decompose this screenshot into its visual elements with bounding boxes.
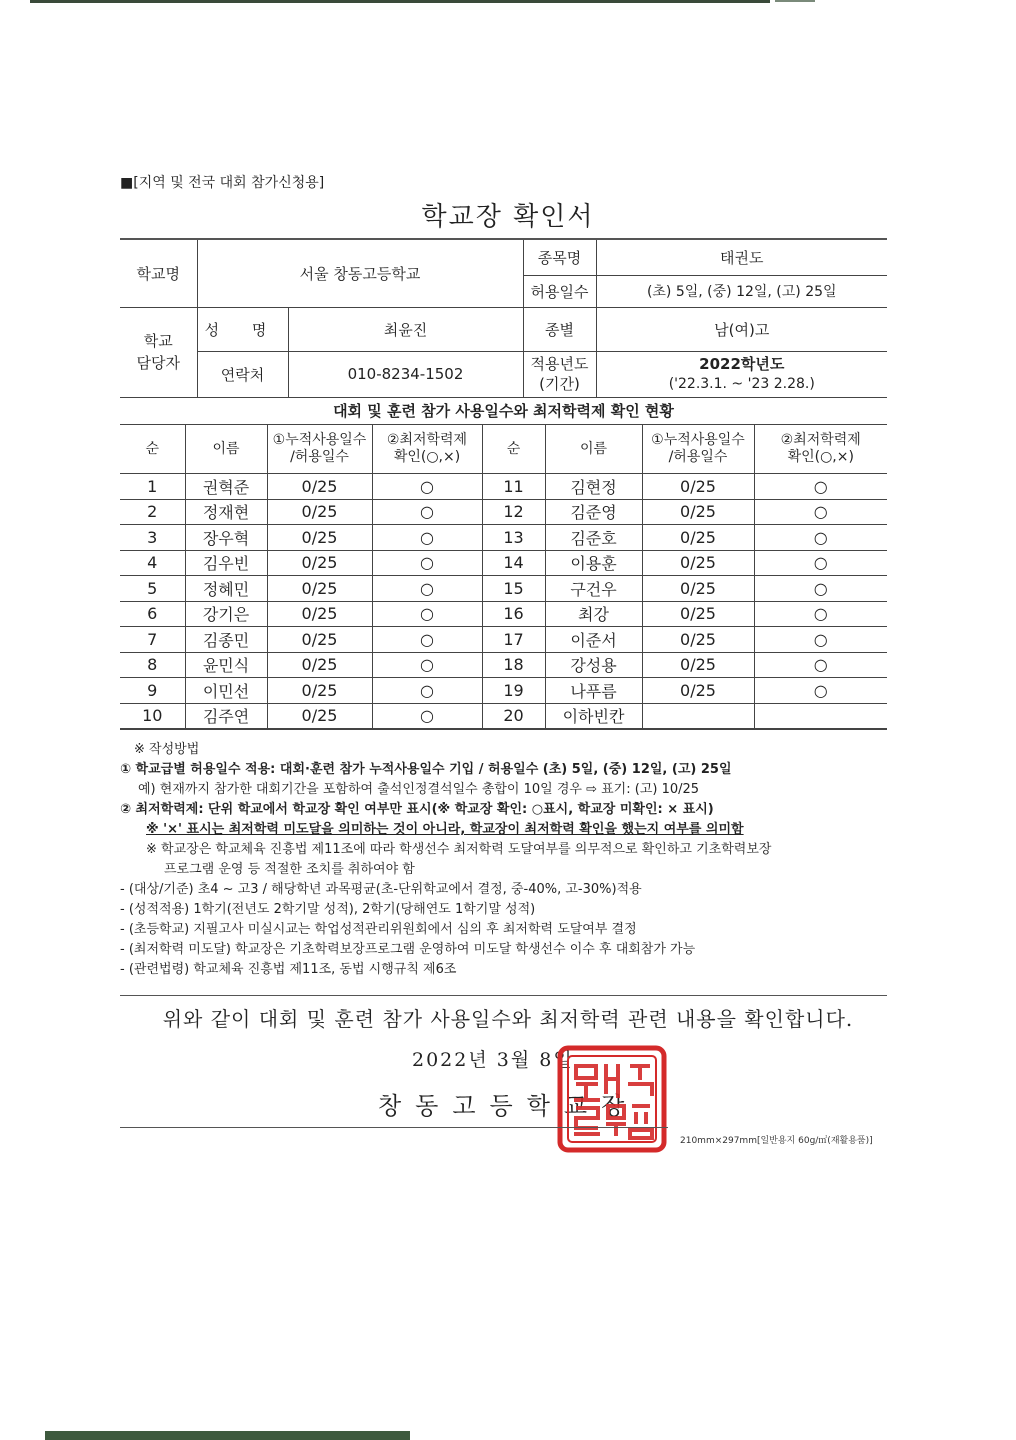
status-header-row	[120, 425, 887, 474]
student-name: 김종민	[185, 627, 267, 653]
academic-check: ○	[372, 601, 482, 627]
note-grade-apply: - (성적적용) 1학기(전년도 2학기말 성적), 2학기(당해연도 1학기말 성적)	[120, 902, 536, 917]
status-row	[120, 678, 887, 704]
used-days: 0/25	[267, 550, 372, 576]
row-number: 18	[482, 652, 545, 678]
academic-check: ○	[754, 627, 887, 653]
notes-heading: ※ 작성방법	[134, 742, 200, 757]
divider-bottom	[120, 1127, 668, 1128]
row-number: 14	[482, 550, 545, 576]
year-label: 적용년도 (기간)	[523, 351, 596, 397]
status-row	[120, 652, 887, 678]
scan-edge-bottom	[45, 1431, 410, 1440]
gender-value: 남(여)고	[596, 307, 887, 351]
used-days: 0/25	[267, 474, 372, 500]
academic-check: ○	[754, 474, 887, 500]
note-below-standard: - (최저학력 미도달) 학교장은 기초학력보장프로그램 운영하여 미도달 학생선수 이수 후 대회참가 가능	[120, 942, 696, 957]
student-name: 김현정	[545, 474, 642, 500]
document-title: 학교장 확인서	[421, 202, 595, 232]
used-days: 0/25	[642, 499, 754, 525]
scan-edge-top-mark	[775, 0, 815, 2]
scan-edge-top	[30, 0, 770, 3]
contact-value: 010-8234-1502	[288, 351, 523, 397]
student-name: 이용훈	[545, 550, 642, 576]
student-name: 김우빈	[185, 550, 267, 576]
row-number: 12	[482, 499, 545, 525]
academic-check: ○	[372, 576, 482, 602]
used-days: 0/25	[642, 678, 754, 704]
row-number: 19	[482, 678, 545, 704]
academic-check: ○	[754, 678, 887, 704]
note-min-academic: ② 최저학력제: 단위 학교에서 학교장 확인 여부만 표시(※ 학교장 확인: ○표시, 학교장 미확인: × 표시)	[120, 802, 714, 817]
note-law: - (관련법령) 학교체육 진흥법 제11조, 동법 시행규칙 제6조	[120, 962, 457, 977]
year-period: ('22.3.1. ~ '23 2.28.)	[668, 376, 815, 392]
academic-check: ○	[372, 550, 482, 576]
student-name: 이준서	[545, 627, 642, 653]
contact-label: 연락처	[197, 351, 288, 397]
used-days: 0/25	[267, 576, 372, 602]
status-col-header: ②최저학력제 확인(○,×)	[754, 425, 887, 474]
row-number: 4	[120, 550, 185, 576]
row-number: 15	[482, 576, 545, 602]
note-allow-example: 예) 현재까지 참가한 대회기간을 포함하여 출석인정결석일수 총합이 10일 경우 ⇨ 표기: (고) 10/25	[138, 782, 700, 797]
row-number: 1	[120, 474, 185, 500]
note-elementary: - (초등학교) 지필고사 미실시교는 학업성적관리위원회에서 심의 후 최저학력 도달여부 결정	[120, 922, 637, 937]
year-text: 2022학년도	[699, 355, 785, 373]
used-days: 0/25	[642, 474, 754, 500]
row-number: 7	[120, 627, 185, 653]
row-number: 6	[120, 601, 185, 627]
status-row	[120, 474, 887, 500]
row-number: 3	[120, 525, 185, 551]
student-name: 정재현	[185, 499, 267, 525]
status-row	[120, 499, 887, 525]
status-col-header: ①누적사용일수 /허용일수	[267, 425, 372, 474]
school-seal	[556, 1044, 668, 1154]
allow-value: (초) 5일, (중) 12일, (고) 25일	[596, 275, 887, 307]
status-row	[120, 703, 887, 729]
used-days: 0/25	[267, 601, 372, 627]
name-label: 성 명	[197, 307, 288, 351]
student-name: 강성용	[545, 652, 642, 678]
sport-value: 태권도	[596, 239, 887, 275]
used-days: 0/25	[642, 550, 754, 576]
year-value	[596, 351, 887, 397]
row-number: 11	[482, 474, 545, 500]
status-row	[120, 627, 887, 653]
used-days: 0/25	[267, 499, 372, 525]
paper-spec: 210mm×297mm[일반용지 60g/㎡(재활용품)]	[680, 1136, 873, 1146]
row-number: 5	[120, 576, 185, 602]
academic-check: ○	[372, 678, 482, 704]
status-row	[120, 525, 887, 551]
instructions	[120, 740, 900, 980]
row-number: 13	[482, 525, 545, 551]
used-days: 0/25	[642, 525, 754, 551]
confirm-date: 2022년 3월 8일	[412, 1049, 574, 1071]
status-body	[120, 474, 887, 730]
used-days	[642, 703, 754, 729]
manager-label: 학교 담당자	[120, 307, 197, 397]
status-col-header: ②최저학력제 확인(○,×)	[372, 425, 482, 474]
row-number: 17	[482, 627, 545, 653]
used-days: 0/25	[267, 627, 372, 653]
row-number: 10	[120, 703, 185, 729]
status-col-header: 이름	[185, 425, 267, 474]
school-info-table	[120, 238, 887, 398]
school-name: 서울 창동고등학교	[197, 239, 523, 307]
academic-check: ○	[754, 525, 887, 551]
row-number: 9	[120, 678, 185, 704]
academic-check: ○	[372, 474, 482, 500]
student-name: 장우혁	[185, 525, 267, 551]
note-target: - (대상/기준) 초4 ~ 고3 / 해당학년 과목평균(초-단위학교에서 결정, 중-40%, 고-30%)적용	[120, 882, 642, 897]
status-col-header: 순	[120, 425, 185, 474]
divider-top	[120, 995, 887, 996]
used-days: 0/25	[267, 652, 372, 678]
academic-check: ○	[754, 652, 887, 678]
student-name: 구건우	[545, 576, 642, 602]
used-days: 0/25	[642, 652, 754, 678]
note-allow-days: ① 학교급별 허용일수 적용: 대회·훈련 참가 누적사용일수 기입 / 허용일수 (초) 5일, (중) 12일, (고) 25일	[120, 762, 732, 777]
status-row	[120, 601, 887, 627]
note-principal-1: ※ 학교장은 학교체육 진흥법 제11조에 따라 학생선수 최저학력 도달여부를 의무적으로 확인하고 기초학력보장	[146, 842, 772, 857]
student-name: 이하빈칸	[545, 703, 642, 729]
student-name: 권혁준	[185, 474, 267, 500]
academic-check: ○	[372, 627, 482, 653]
used-days: 0/25	[267, 678, 372, 704]
student-name: 이민선	[185, 678, 267, 704]
used-days: 0/25	[267, 703, 372, 729]
status-col-header: 순	[482, 425, 545, 474]
academic-check: ○	[372, 703, 482, 729]
status-row	[120, 550, 887, 576]
status-row	[120, 576, 887, 602]
name-value: 최윤진	[288, 307, 523, 351]
student-name: 정혜민	[185, 576, 267, 602]
academic-check: ○	[754, 576, 887, 602]
row-number: 16	[482, 601, 545, 627]
student-name: 김준영	[545, 499, 642, 525]
academic-check: ○	[372, 652, 482, 678]
student-name: 김준호	[545, 525, 642, 551]
used-days: 0/25	[642, 601, 754, 627]
row-number: 20	[482, 703, 545, 729]
status-col-header: ①누적사용일수 /허용일수	[642, 425, 754, 474]
row-number: 8	[120, 652, 185, 678]
academic-check: ○	[754, 550, 887, 576]
student-name: 나푸름	[545, 678, 642, 704]
row-number: 2	[120, 499, 185, 525]
academic-check: ○	[754, 499, 887, 525]
student-name: 김주연	[185, 703, 267, 729]
academic-check	[754, 703, 887, 729]
student-name: 강기은	[185, 601, 267, 627]
used-days: 0/25	[642, 627, 754, 653]
principal-name: 창동고등학교장	[378, 1092, 639, 1120]
section-tag: ■[지역 및 전국 대회 참가신청용]	[120, 175, 325, 191]
student-name: 윤민식	[185, 652, 267, 678]
used-days: 0/25	[267, 525, 372, 551]
status-title: 대회 및 훈련 참가 사용일수와 최저학력제 확인 현황	[120, 397, 887, 424]
note-x-meaning: ※ '×' 표시는 최저학력 미도달을 의미하는 것이 아니라, 학교장이 최저학력 확인을 했는지 여부를 의미함	[146, 822, 744, 837]
school-label: 학교명	[120, 239, 197, 307]
confirm-statement: 위와 같이 대회 및 훈련 참가 사용일수와 최저학력 관련 내용을 확인합니다.	[162, 1007, 854, 1031]
status-col-header: 이름	[545, 425, 642, 474]
note-principal-2: 프로그램 운영 등 적절한 조치를 취하여야 함	[164, 862, 415, 877]
student-name: 최강	[545, 601, 642, 627]
academic-check: ○	[372, 525, 482, 551]
allow-label: 허용일수	[523, 275, 596, 307]
academic-check: ○	[372, 499, 482, 525]
sport-label: 종목명	[523, 239, 596, 275]
gender-label: 종별	[523, 307, 596, 351]
status-table	[120, 424, 887, 730]
academic-check: ○	[754, 601, 887, 627]
used-days: 0/25	[642, 576, 754, 602]
